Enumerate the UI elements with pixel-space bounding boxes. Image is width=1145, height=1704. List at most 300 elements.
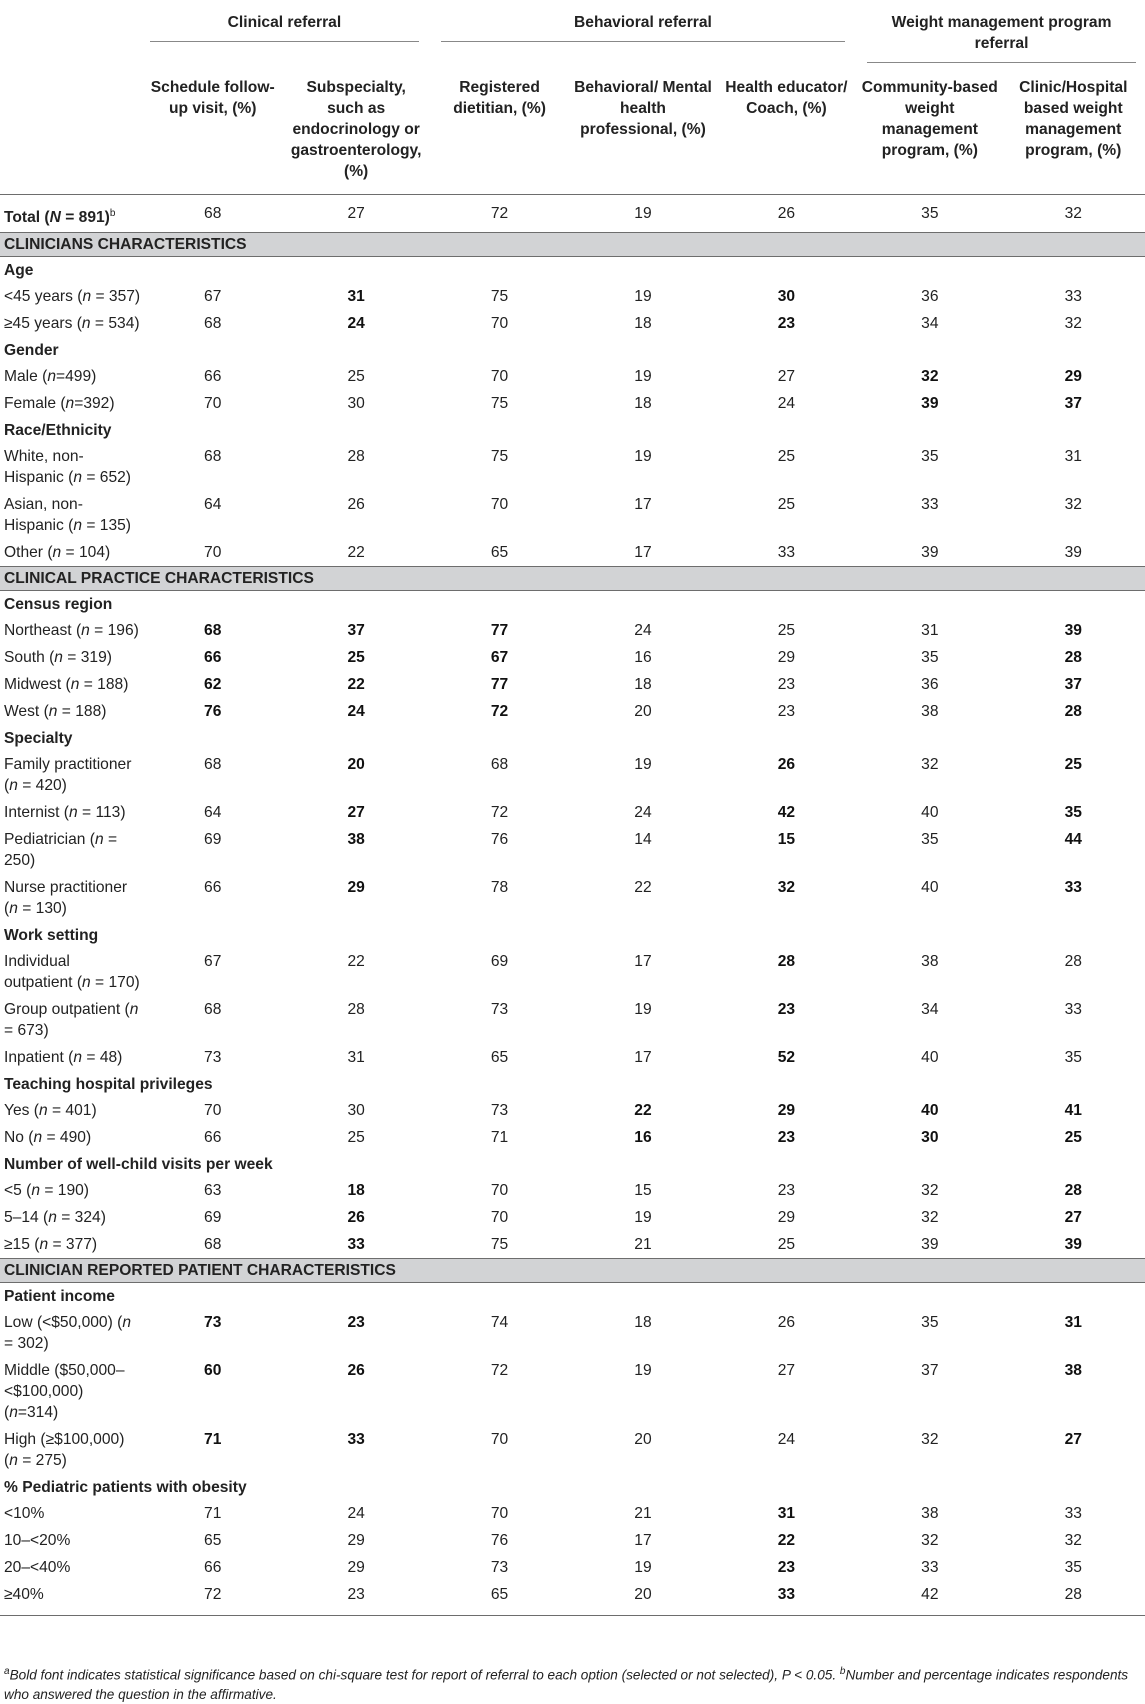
cell: 70	[490, 1505, 509, 1523]
cell: 20	[634, 1431, 652, 1449]
row-label: Family practitioner (n = 420)	[4, 756, 132, 795]
cell: 67	[204, 288, 222, 306]
cell: 31	[347, 288, 365, 306]
cell: 67	[204, 953, 222, 971]
cell: 73	[204, 1049, 222, 1067]
table-row	[0, 1124, 1145, 1151]
cell: 23	[777, 1559, 796, 1577]
cell: 33	[1064, 1505, 1082, 1523]
cell: 32	[777, 879, 796, 897]
table-row	[0, 390, 1145, 417]
cell: 16	[634, 649, 652, 667]
table-row-total	[0, 195, 1145, 233]
cell: 31	[777, 1505, 796, 1523]
cell: 75	[490, 448, 509, 466]
cell: 23	[284, 1581, 427, 1616]
cell: 71	[490, 1129, 509, 1147]
cell: 15	[777, 831, 796, 849]
cell: 32	[1064, 315, 1082, 333]
cell: 40	[921, 1049, 939, 1067]
cell: 38	[921, 953, 939, 971]
cell: 24	[347, 1505, 365, 1523]
cell: 68	[141, 195, 284, 233]
row-label: White, non-Hispanic (n = 652)	[4, 448, 131, 487]
cell: 68	[490, 756, 509, 774]
cell: 35	[1064, 1559, 1082, 1577]
cell: 70	[204, 544, 222, 562]
table-row	[0, 443, 1145, 491]
cell: 66	[204, 879, 222, 897]
cell: 66	[204, 1129, 222, 1147]
cell: 29	[777, 1102, 796, 1120]
category-header: % Pediatric patients with obesity	[4, 1479, 247, 1497]
cell: 29	[777, 649, 796, 667]
cell: 18	[634, 676, 652, 694]
cell: 19	[571, 195, 714, 233]
table-row	[0, 1309, 1145, 1357]
cell: 28	[347, 448, 365, 466]
cell: 73	[490, 1102, 509, 1120]
row-label: Asian, non-Hispanic (n = 135)	[4, 496, 131, 535]
row-label: High (≥$100,000) (n = 275)	[4, 1431, 125, 1470]
cell: 25	[777, 496, 796, 514]
cell: 24	[777, 395, 796, 413]
row-label: Midwest (n = 188)	[4, 676, 129, 694]
table-row	[0, 1357, 1145, 1426]
cell: 18	[634, 315, 652, 333]
section-header: CLINICIAN REPORTED PATIENT CHARACTERISTICS	[0, 1259, 1145, 1283]
cell: 28	[347, 1001, 365, 1019]
cell: 23	[777, 1182, 796, 1200]
row-label: Yes (n = 401)	[4, 1102, 97, 1120]
row-label: No (n = 490)	[4, 1129, 92, 1147]
row-label: Individual outpatient (n = 170)	[4, 953, 140, 992]
cell: 22	[634, 1102, 652, 1120]
cell: 62	[204, 676, 222, 694]
cell: 23	[777, 703, 796, 721]
cell: 30	[777, 288, 796, 306]
group-weight-management-referral: Weight management program referral	[858, 0, 1145, 72]
cell: 23	[777, 1001, 796, 1019]
cell: 65	[490, 544, 509, 562]
cell: 18	[634, 1314, 652, 1332]
cell: 73	[490, 1559, 509, 1577]
cell: 65	[428, 1581, 571, 1616]
cell: 73	[204, 1314, 222, 1332]
cell: 25	[347, 649, 365, 667]
cell: 66	[204, 1559, 222, 1577]
cell: 75	[490, 395, 509, 413]
cell: 39	[921, 1236, 939, 1254]
table-row	[0, 826, 1145, 874]
cell: 25	[777, 1236, 796, 1254]
cell: 37	[1064, 395, 1082, 413]
cell: 74	[490, 1314, 509, 1332]
cell: 23	[777, 1129, 796, 1147]
cell: 17	[634, 1049, 652, 1067]
table-row	[0, 698, 1145, 725]
table-row	[0, 363, 1145, 390]
cell: 29	[347, 1559, 365, 1577]
table-row	[0, 751, 1145, 799]
cell: 35	[1064, 804, 1082, 822]
cell: 39	[1064, 1236, 1082, 1254]
category-header: Age	[4, 262, 34, 280]
cell: 25	[777, 448, 796, 466]
cell: 33	[777, 544, 796, 562]
cell: 28	[1064, 1182, 1082, 1200]
row-label: ≥45 years (n = 534)	[4, 315, 140, 333]
column-header-empty	[0, 72, 141, 195]
cell: 34	[921, 1001, 939, 1019]
cell: 31	[347, 1049, 365, 1067]
table-row	[0, 1231, 1145, 1259]
table-body	[0, 195, 1145, 1616]
cell: 33	[347, 1236, 365, 1254]
cell: 18	[634, 395, 652, 413]
category-header: Specialty	[4, 730, 73, 748]
cell: 33	[1064, 879, 1082, 897]
row-label: <5 (n = 190)	[4, 1182, 89, 1200]
cell: 42	[858, 1581, 1001, 1616]
cell: 28	[1064, 703, 1082, 721]
cell: 32	[921, 368, 939, 386]
cell: 40	[921, 804, 939, 822]
cell: 20	[571, 1581, 714, 1616]
cell: 33	[347, 1431, 365, 1449]
row-label: ≥15 (n = 377)	[4, 1236, 98, 1254]
section-header: CLINICIANS CHARACTERISTICS	[0, 233, 1145, 257]
cell: 24	[347, 703, 365, 721]
group-clinical-referral: Clinical referral	[141, 0, 428, 72]
col-header-clinic-program: Clinic/Hospital based weight management program, (%)	[1019, 79, 1128, 159]
footnote-a-mark: a	[4, 1666, 10, 1677]
cell: 25	[777, 622, 796, 640]
table-row	[0, 1554, 1145, 1581]
col-header-community-program: Community-based weight management program, (%)	[861, 79, 998, 159]
cell: 72	[490, 703, 509, 721]
cell: 19	[634, 368, 652, 386]
row-label: 20–<40%	[4, 1559, 71, 1577]
group-header-row	[0, 0, 1145, 72]
category-header: Number of well-child visits per week	[4, 1156, 273, 1174]
cell: 39	[1064, 622, 1082, 640]
cell: 20	[347, 756, 365, 774]
cell: 32	[921, 1532, 939, 1550]
cell: 19	[634, 448, 652, 466]
table-row	[0, 644, 1145, 671]
cell: 70	[490, 315, 509, 333]
row-label: Northeast (n = 196)	[4, 622, 139, 640]
cell: 72	[490, 804, 509, 822]
cell: 33	[1064, 1001, 1082, 1019]
section-header: CLINICAL PRACTICE CHARACTERISTICS	[0, 567, 1145, 591]
cell: 76	[490, 831, 509, 849]
cell: 36	[921, 676, 939, 694]
cell: 25	[1064, 1129, 1082, 1147]
cell: 26	[777, 756, 796, 774]
cell: 44	[1064, 831, 1082, 849]
cell: 72	[141, 1581, 284, 1616]
col-header-mental-health: Behavioral/ Mental health professional, (%)	[574, 79, 712, 138]
cell: 30	[921, 1129, 939, 1147]
cell: 32	[1002, 195, 1145, 233]
footnote-b: Number and percentage indicates respondents who answered the question in the affirmative.	[4, 1667, 1129, 1702]
cell: 75	[490, 1236, 509, 1254]
cell: 23	[777, 315, 796, 333]
cell: 34	[921, 315, 939, 333]
cell: 22	[347, 953, 365, 971]
cell: 26	[777, 1314, 796, 1332]
cell: 24	[347, 315, 365, 333]
cell: 26	[715, 195, 858, 233]
cell: 42	[777, 804, 796, 822]
cell: 38	[347, 831, 365, 849]
cell: 69	[204, 831, 222, 849]
footnote-b-mark: b	[839, 1666, 846, 1677]
cell: 78	[490, 879, 509, 897]
table-row	[0, 1044, 1145, 1071]
cell: 15	[634, 1182, 652, 1200]
row-label: West (n = 188)	[4, 703, 107, 721]
cell: 32	[921, 756, 939, 774]
row-label: Nurse practitioner (n = 130)	[4, 879, 128, 918]
table-row	[0, 617, 1145, 644]
row-label: Total (N = 891)$^b$	[0, 195, 141, 233]
cell: 32	[921, 1209, 939, 1227]
cell: 37	[921, 1362, 939, 1380]
cell: 75	[490, 288, 509, 306]
col-header-dietitian: Registered dietitian, (%)	[453, 79, 546, 117]
cell: 65	[204, 1532, 222, 1550]
cell: 68	[204, 1236, 222, 1254]
row-label: Other (n = 104)	[4, 544, 111, 562]
cell: 27	[284, 195, 427, 233]
cell: 33	[921, 496, 939, 514]
cell: 76	[490, 1532, 509, 1550]
cell: 39	[921, 395, 939, 413]
cell: 63	[204, 1182, 222, 1200]
cell: 22	[347, 676, 365, 694]
cell: 70	[490, 1431, 509, 1449]
cell: 21	[634, 1505, 652, 1523]
row-label: <10%	[4, 1505, 45, 1523]
row-label: <45 years (n = 357)	[4, 288, 141, 306]
cell: 32	[1064, 1532, 1082, 1550]
cell: 17	[634, 953, 652, 971]
cell: 31	[1064, 1314, 1082, 1332]
row-label: Middle ($50,000–<$100,000) (n=314)	[4, 1362, 125, 1422]
cell: 19	[634, 288, 652, 306]
table-row	[0, 283, 1145, 310]
cell: 72	[428, 195, 571, 233]
cell: 39	[921, 544, 939, 562]
row-label: Group outpatient (n = 673)	[4, 1001, 139, 1040]
table-row	[0, 1527, 1145, 1554]
cell: 68	[204, 1001, 222, 1019]
cell: 68	[204, 448, 222, 466]
cell: 70	[204, 395, 222, 413]
row-label: Pediatrician (n = 250)	[4, 831, 118, 870]
cell: 73	[490, 1001, 509, 1019]
cell: 68	[204, 622, 222, 640]
table-row	[0, 1177, 1145, 1204]
table-row	[0, 799, 1145, 826]
cell: 60	[204, 1362, 222, 1380]
cell: 32	[1064, 496, 1082, 514]
category-header: Census region	[4, 596, 113, 614]
table-row	[0, 1097, 1145, 1124]
cell: 30	[347, 1102, 365, 1120]
cell: 52	[777, 1049, 796, 1067]
category-header: Gender	[4, 342, 59, 360]
category-header: Teaching hospital privileges	[4, 1076, 213, 1094]
cell: 22	[634, 879, 652, 897]
cell: 77	[490, 622, 509, 640]
cell: 40	[921, 879, 939, 897]
cell: 25	[347, 368, 365, 386]
cell: 17	[634, 496, 652, 514]
cell: 35	[858, 195, 1001, 233]
cell: 32	[921, 1182, 939, 1200]
cell: 14	[634, 831, 652, 849]
cell: 35	[921, 831, 939, 849]
table-row	[0, 310, 1145, 337]
cell: 27	[777, 368, 796, 386]
table-row	[0, 1204, 1145, 1231]
cell: 29	[1064, 368, 1082, 386]
cell: 33	[1064, 288, 1082, 306]
cell: 70	[490, 368, 509, 386]
cell: 26	[347, 1209, 365, 1227]
group-header-empty	[0, 0, 141, 72]
cell: 39	[1064, 544, 1082, 562]
cell: 27	[1064, 1431, 1082, 1449]
cell: 71	[204, 1505, 222, 1523]
table-row	[0, 1581, 1145, 1616]
cell: 29	[347, 1532, 365, 1550]
col-header-health-educator: Health educator/ Coach, (%)	[725, 79, 848, 117]
cell: 70	[490, 1209, 509, 1227]
table-row	[0, 491, 1145, 539]
table-row	[0, 1500, 1145, 1527]
row-label: Male (n=499)	[4, 368, 97, 386]
cell: 29	[347, 879, 365, 897]
category-header: Work setting	[4, 927, 99, 945]
cell: 27	[1064, 1209, 1082, 1227]
cell: 19	[634, 1559, 652, 1577]
cell: 22	[347, 544, 365, 562]
cell: 35	[1064, 1049, 1082, 1067]
cell: 23	[347, 1314, 365, 1332]
cell: 76	[204, 703, 222, 721]
cell: 70	[204, 1102, 222, 1120]
table-row	[0, 671, 1145, 698]
cell: 19	[634, 1362, 652, 1380]
cell: 38	[921, 703, 939, 721]
category-header: Patient income	[4, 1288, 115, 1306]
row-label: Internist (n = 113)	[4, 804, 126, 822]
cell: 28	[1064, 649, 1082, 667]
cell: 22	[777, 1532, 796, 1550]
row-label: Low (<$50,000) (n = 302)	[4, 1314, 132, 1353]
cell: 31	[921, 622, 939, 640]
cell: 33	[715, 1581, 858, 1616]
cell: 28	[1064, 953, 1082, 971]
table-row	[0, 948, 1145, 996]
cell: 66	[204, 649, 222, 667]
cell: 36	[921, 288, 939, 306]
cell: 18	[347, 1182, 365, 1200]
cell: 37	[347, 622, 365, 640]
cell: 24	[634, 804, 652, 822]
cell: 17	[634, 1532, 652, 1550]
cell: 25	[347, 1129, 365, 1147]
cell: 29	[777, 1209, 796, 1227]
cell: 31	[1064, 448, 1082, 466]
cell: 41	[1064, 1102, 1082, 1120]
cell: 38	[1064, 1362, 1082, 1380]
cell: 69	[204, 1209, 222, 1227]
row-label: Inpatient (n = 48)	[4, 1049, 123, 1067]
cell: 24	[634, 622, 652, 640]
cell: 77	[490, 676, 509, 694]
table-row	[0, 1426, 1145, 1474]
cell: 72	[490, 1362, 509, 1380]
table-footnotes	[4, 1662, 1142, 1704]
cell: 28	[777, 953, 796, 971]
cell: 27	[777, 1362, 796, 1380]
cell: 21	[634, 1236, 652, 1254]
cell: 64	[204, 496, 222, 514]
row-label: ≥40%	[0, 1581, 141, 1616]
cell: 71	[204, 1431, 222, 1449]
col-header-subspecialty: Subspecialty, such as endocrinology or gastroenterology, (%)	[290, 79, 422, 180]
cell: 35	[921, 1314, 939, 1332]
cell: 40	[921, 1102, 939, 1120]
footnote-a: Bold font indicates statistical significance based on chi-square test for report of referral to each option (selected or not selected), P < 0.05.	[9, 1667, 837, 1683]
cell: 70	[490, 496, 509, 514]
cell: 65	[490, 1049, 509, 1067]
cell: 16	[634, 1129, 652, 1147]
cell: 67	[490, 649, 509, 667]
cell: 28	[1002, 1581, 1145, 1616]
cell: 35	[921, 448, 939, 466]
cell: 26	[347, 1362, 365, 1380]
row-label: 10–<20%	[4, 1532, 71, 1550]
col-header-follow-up: Schedule follow-up visit, (%)	[150, 79, 275, 117]
cell: 64	[204, 804, 222, 822]
cell: 33	[921, 1559, 939, 1577]
cell: 24	[777, 1431, 796, 1449]
cell: 26	[347, 496, 365, 514]
cell: 19	[634, 756, 652, 774]
cell: 19	[634, 1001, 652, 1019]
cell: 19	[634, 1209, 652, 1227]
row-label: 5–14 (n = 324)	[4, 1209, 106, 1227]
group-behavioral-referral: Behavioral referral	[428, 0, 858, 72]
table-row	[0, 996, 1145, 1044]
cell: 37	[1064, 676, 1082, 694]
cell: 68	[204, 756, 222, 774]
cell: 66	[204, 368, 222, 386]
column-header-row	[0, 72, 1145, 195]
cell: 17	[634, 544, 652, 562]
cell: 38	[921, 1505, 939, 1523]
cell: 68	[204, 315, 222, 333]
row-label: South (n = 319)	[4, 649, 112, 667]
cell: 25	[1064, 756, 1082, 774]
